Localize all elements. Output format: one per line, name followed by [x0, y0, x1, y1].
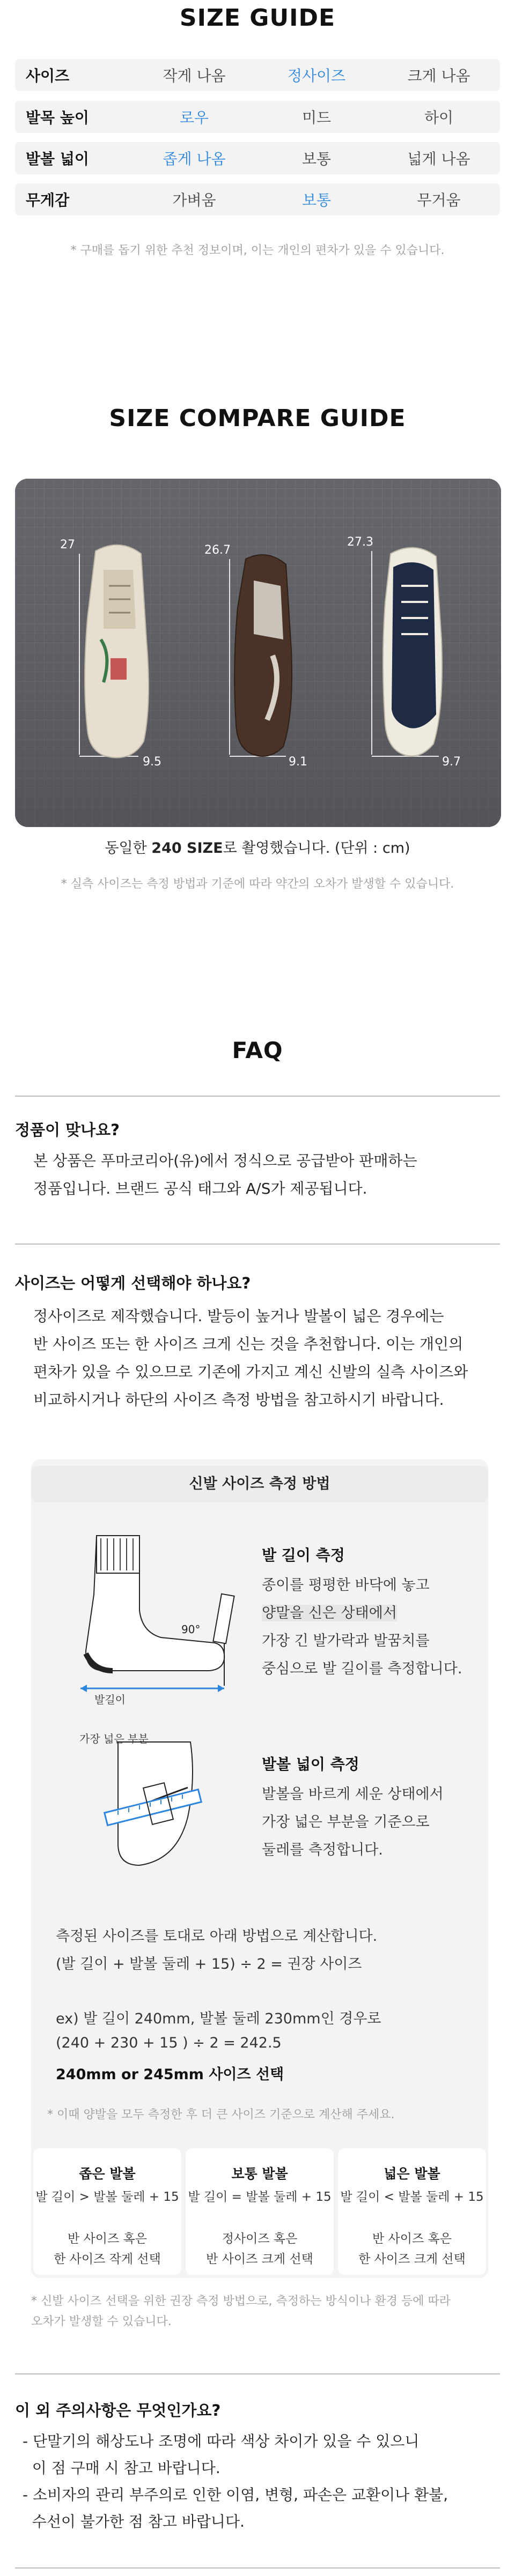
normal-foot-card: [186, 2148, 334, 2275]
type-recommend: 반 사이즈 혹은: [68, 2232, 147, 2246]
shoe-3-height: 27.3: [347, 535, 373, 549]
foot-length-illustration: [54, 1530, 236, 1702]
row-cell: 가벼움: [172, 191, 216, 209]
measure-line: 발볼을 바르게 세운 상태에서: [262, 1786, 444, 1803]
faq-question-authentic: 정품이 맞나요?: [15, 1121, 120, 1139]
row-cell: 보통: [301, 150, 332, 168]
answer-line: 이 점 구매 시 참고 바랍니다.: [23, 2459, 220, 2477]
row-cell: 하이: [424, 109, 454, 126]
foot-width-label: 가장 넓은 부분: [79, 1732, 149, 1745]
calc-result: 240mm or 245mm 사이즈 선택: [56, 2066, 284, 2083]
wide-foot-card: [338, 2148, 486, 2275]
caption-size: 240 SIZE: [151, 840, 223, 857]
type-rule: 발 길이 > 발볼 둘레 + 15: [35, 2190, 179, 2204]
faq-question-size: 사이즈는 어떻게 선택해야 하나요?: [15, 1274, 251, 1292]
answer-line: - 단말기의 해상도나 조명에 따라 색상 차이가 있을 수 있으니: [23, 2432, 420, 2450]
answer-line: 정품입니다. 브랜드 공식 태그와 A/S가 제공됩니다.: [33, 1180, 367, 1197]
foot-length-text: [262, 1572, 462, 1683]
divider: [15, 1096, 500, 1097]
divider: [15, 1244, 500, 1245]
row-cell-selected: 좁게 나옴: [163, 150, 226, 168]
measure-line: 가장 넓은 부분을 기준으로: [262, 1814, 430, 1830]
measure-line: 종이를 평평한 바닥에 놓고: [262, 1577, 430, 1594]
faq-question-caution: 이 외 주의사항은 무엇인가요?: [15, 2401, 221, 2419]
answer-line: 수선이 불가한 점 참고 바랍니다.: [23, 2513, 245, 2530]
note-line: * 신발 사이즈 선택을 위한 권장 측정 방법으로, 측정하는 방식이나 환경 등에 따라: [31, 2295, 451, 2308]
row-cell: 무거움: [417, 191, 461, 209]
answer-line: 정사이즈로 제작했습니다. 발등이 높거나 발볼이 넓은 경우에는: [33, 1307, 444, 1325]
measure-line: 중심으로 발 길이를 측정합니다.: [262, 1661, 462, 1677]
faq-answer-authentic: [33, 1147, 495, 1203]
measure-highlight: 양말을 신은 상태에서: [262, 1605, 397, 1621]
row-cell-selected: 로우: [179, 109, 209, 126]
row-cell: 미드: [301, 109, 332, 126]
row-cell: 넓게 나옴: [407, 150, 470, 168]
faq-answer-size: [33, 1302, 495, 1414]
measure-line: [262, 1599, 462, 1627]
shoe-compare-illustration: [15, 479, 501, 827]
row-cell-selected: 정사이즈: [287, 67, 346, 85]
row-cell: 작게 나옴: [163, 67, 226, 85]
shoe-2-width: 9.1: [289, 755, 307, 769]
type-rule: 발 길이 = 발볼 둘레 + 15: [188, 2190, 332, 2204]
measure-line: 가장 긴 발가락과 발꿈치를: [262, 1633, 430, 1649]
faq-title: FAQ: [232, 1037, 283, 1063]
angle-label: 90°: [181, 1623, 201, 1636]
measure-line: 둘레를 측정합니다.: [262, 1842, 383, 1858]
row-label: 발볼 넓이: [26, 150, 89, 168]
note-line: 오차가 발생할 수 있습니다.: [31, 2315, 172, 2328]
size-guide-row-ankle: [15, 101, 500, 133]
shoe-2-height: 26.7: [204, 544, 231, 557]
row-label: 무게감: [26, 191, 70, 209]
row-cell-selected: 보통: [301, 191, 332, 209]
type-title: 넓은 발볼: [384, 2166, 440, 2182]
divider: [15, 2373, 500, 2374]
divider: [15, 2567, 500, 2568]
size-guide-row-width: [15, 142, 500, 174]
size-guide-row-size: [15, 59, 500, 91]
answer-line: 반 사이즈 또는 한 사이즈 크게 신는 것을 추천합니다. 이는 개인의: [33, 1335, 464, 1353]
narrow-foot-card: [33, 2148, 181, 2275]
row-label: 사이즈: [26, 67, 70, 85]
row-label: 발목 높이: [26, 109, 89, 126]
type-title: 보통 발볼: [231, 2166, 288, 2182]
measure-note: [31, 2291, 482, 2332]
type-recommend: 한 사이즈 크게 선택: [358, 2252, 466, 2266]
type-recommend: 한 사이즈 작게 선택: [54, 2252, 161, 2266]
answer-line: 편차가 있을 수 있으므로 기존에 가지고 계신 신발의 실측 사이즈와: [33, 1363, 468, 1381]
type-recommend: 반 사이즈 혹은: [372, 2232, 452, 2246]
type-recommend: 반 사이즈 크게 선택: [206, 2252, 313, 2266]
answer-line: 비교하시거나 하단의 사이즈 측정 방법을 참고하시기 바랍니다.: [33, 1391, 444, 1409]
calc-line: (240 + 230 + 15 ) ÷ 2 = 242.5: [56, 2035, 282, 2051]
type-title: 좁은 발볼: [79, 2166, 136, 2182]
shoe-1-height: 27: [60, 538, 75, 552]
foot-length-label: 발길이: [94, 1693, 126, 1706]
caption-suffix: 로 촬영했습니다. (단위 : cm): [223, 840, 410, 857]
size-guide-row-weight: [15, 183, 500, 215]
calc-line: (발 길이 + 발볼 둘레 + 15) ÷ 2 = 권장 사이즈: [56, 1956, 362, 1972]
compare-caption: [0, 836, 515, 857]
size-guide-note: * 구매를 돕기 위한 추천 정보이며, 이는 개인의 편차가 있을 수 있습니다.: [70, 244, 445, 257]
answer-line: - 소비자의 관리 부주의로 인한 이염, 변형, 파손은 교환이나 환불,: [23, 2486, 448, 2504]
calc-note: * 이때 양발을 모두 측정한 후 더 큰 사이즈 기준으로 계산해 주세요.: [47, 2108, 395, 2121]
foot-length-title: 발 길이 측정: [262, 1546, 345, 1564]
answer-line: 본 상품은 푸마코리아(유)에서 정식으로 공급받아 판매하는: [33, 1152, 417, 1170]
caption-prefix: 동일한: [105, 840, 152, 857]
foot-width-text: [262, 1781, 444, 1864]
measure-guide-header: 신발 사이즈 측정 방법: [31, 1466, 488, 1502]
type-recommend: 정사이즈 혹은: [222, 2232, 298, 2246]
calc-line: ex) 발 길이 240mm, 발볼 둘레 230mm인 경우로: [56, 2011, 381, 2027]
faq-answer-caution: [23, 2428, 484, 2535]
shoe-compare-photo: [15, 479, 501, 827]
compare-note: * 실측 사이즈는 측정 방법과 기준에 따라 약간의 오차가 발생할 수 있습니다.: [61, 877, 454, 891]
shoe-3-width: 9.7: [442, 755, 461, 769]
size-guide-title: SIZE GUIDE: [179, 4, 336, 32]
type-rule: 발 길이 < 발볼 둘레 + 15: [340, 2190, 484, 2204]
compare-title: SIZE COMPARE GUIDE: [109, 405, 406, 432]
shoe-1-width: 9.5: [143, 755, 161, 769]
foot-width-title: 발볼 넓이 측정: [262, 1755, 359, 1773]
row-cell: 크게 나옴: [407, 67, 470, 85]
calc-line: 측정된 사이즈를 토대로 아래 방법으로 계산합니다.: [56, 1928, 378, 1945]
